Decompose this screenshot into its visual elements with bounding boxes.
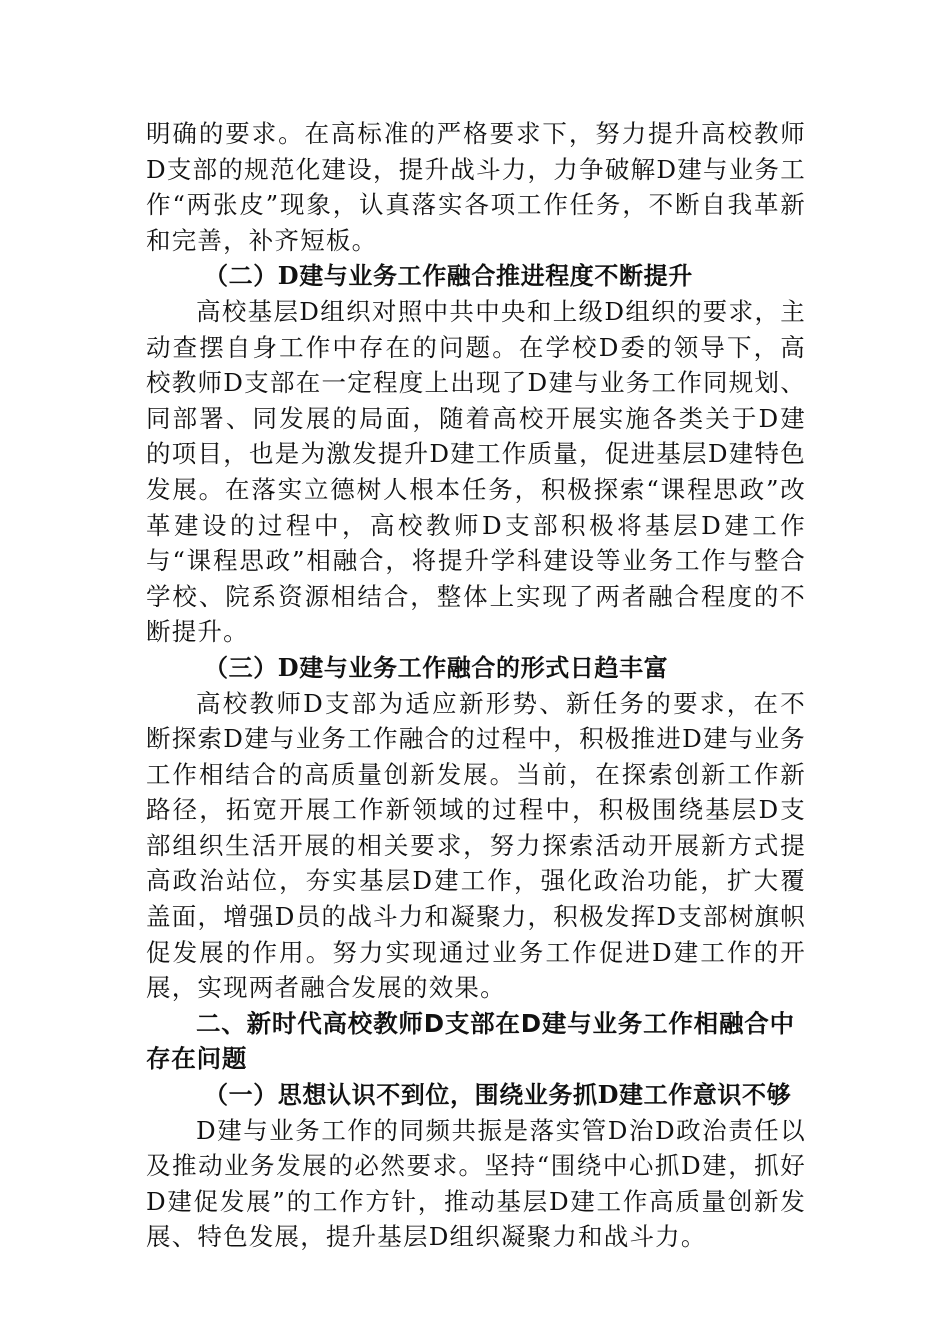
subheading-2: （二）D建与业务工作融合推进程度不断提升: [204, 261, 693, 291]
subheading-3: （三）D建与业务工作融合的形式日趋丰富: [204, 652, 669, 682]
paragraph-2: 高校基层D组织对照中共中央和上级D组织的要求，主动查摆自身工作中存在的问题。在学校D委的领导下，高校教师D支部在一定程度上出现了D建与业务工作同规划、同部署、同发展的局面，随着高校开展实施各类关于D建的项目，也是为激发提升D建工作质量，促进基层D建特色发展。在落实立德树人根本任务，积极探索“课程思政”改革建设的过程中，高校教师D支部积极将基层D建工作与“课程思政”相融合，将提升学科建设等业务工作与整合学校、院系资源相结合，整体上实现了两者融合程度的不断提升。: [146, 296, 806, 647]
paragraph-3: 高校教师D支部为适应新形势、新任务的要求，在不断探索D建与业务工作融合的过程中，积极推进D建与业务工作相结合的高质量创新发展。当前，在探索创新工作新路径，拓宽开展工作新领域的过程中，积极围绕基层D支部组织生活开展的相关要求，努力探索活动开展新方式提高政治站位，夯实基层D建工作，强化政治功能，扩大覆盖面，增强D员的战斗力和凝聚力，积极发挥D支部树旗帜促发展的作用。努力实现通过业务工作促进D建工作的开展，实现两者融合发展的效果。: [146, 688, 806, 1003]
section-heading-2: 二、新时代高校教师D支部在D建与业务工作相融合中存在问题: [146, 1008, 795, 1074]
paragraph-4: D建与业务工作的同频共振是落实管D治D政治责任以及推动业务发展的必然要求。坚持“围绕中心抓D建，抓好D建促发展”的工作方针，推动基层D建工作高质量创新发展、特色发展，提升基层D组织凝聚力和战斗力。: [146, 1115, 806, 1252]
document-body: [146, 116, 806, 1255]
subheading-2-1: （一）思想认识不到位，围绕业务抓D建工作意识不够: [204, 1080, 792, 1110]
paragraph-continuation: 明确的要求。在高标准的严格要求下，努力提升高校教师D支部的规范化建设，提升战斗力，力争破解D建与业务工作“两张皮”现象，认真落实各项工作任务，不断自我革新和完善，补齐短板。: [146, 119, 806, 255]
